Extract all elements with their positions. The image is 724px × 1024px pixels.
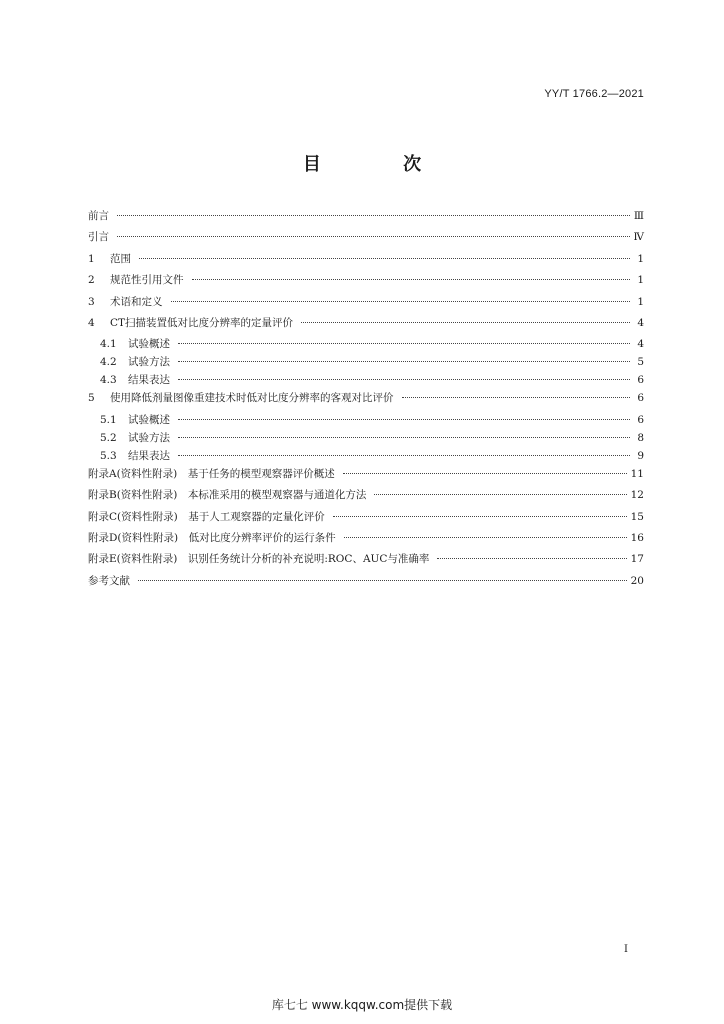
toc-entry-number: 5.3	[100, 449, 117, 462]
toc-entry[interactable]	[88, 466, 644, 487]
toc-entry-page: 4	[637, 338, 644, 351]
toc-entry-label: 附录E(资料性附录) 识别任务统计分析的补充说明:ROC、AUC与准确率	[88, 553, 430, 566]
toc-leader-dots	[301, 322, 630, 323]
toc-entry-number: 2	[88, 274, 95, 287]
toc-entry[interactable]	[88, 354, 644, 372]
toc-entry-label: 术语和定义	[110, 295, 163, 308]
toc-entry-number: 3	[88, 295, 95, 308]
toc-entry-page: 15	[630, 510, 644, 523]
toc-entry-page: 8	[637, 431, 644, 444]
toc-leader-dots	[374, 494, 626, 495]
toc-entry[interactable]	[88, 229, 644, 250]
toc-entry[interactable]	[88, 208, 644, 229]
toc-entry-label: 试验方法	[128, 431, 170, 444]
toc-entry-label: 引言	[88, 231, 109, 244]
toc-leader-dots	[402, 397, 631, 398]
toc-entry-label: 附录C(资料性附录) 基于人工观察器的定量化评价	[88, 510, 325, 523]
toc-leader-dots	[117, 236, 630, 237]
toc-entry[interactable]	[88, 336, 644, 354]
toc-entry-label: 试验概述	[128, 413, 170, 426]
toc-entry-label: 使用降低剂量图像重建技术时低对比度分辨率的客观对比评价	[110, 392, 394, 405]
toc-entry-page: Ⅲ	[633, 210, 644, 222]
toc-entry-page: 4	[637, 316, 644, 329]
toc-entry[interactable]	[88, 430, 644, 448]
toc-entry[interactable]	[88, 573, 644, 594]
toc-entry-number: 4.3	[100, 374, 117, 387]
toc-entry-label: 前言	[88, 210, 109, 222]
toc-leader-dots	[178, 437, 630, 438]
toc-entry-page: 1	[637, 252, 644, 265]
toc-entry[interactable]	[88, 530, 644, 551]
toc-entry-page: 11	[630, 467, 644, 480]
toc-entry-label: 试验概述	[128, 338, 170, 351]
toc-entry-number: 1	[88, 252, 95, 265]
toc-leader-dots	[178, 361, 630, 362]
toc-leader-dots	[138, 580, 627, 581]
toc-list	[88, 208, 644, 594]
toc-leader-dots	[178, 379, 630, 380]
toc-entry[interactable]	[88, 272, 644, 293]
toc-entry[interactable]	[88, 487, 644, 508]
toc-entry-label: CT扫描装置低对比度分辨率的定量评价	[110, 316, 294, 329]
toc-entry-page: 1	[637, 295, 644, 308]
toc-entry[interactable]	[88, 412, 644, 430]
toc-entry-label: 规范性引用文件	[110, 274, 184, 287]
toc-entry[interactable]	[88, 551, 644, 572]
toc-entry-page: 6	[637, 392, 644, 405]
page-title: 目 次	[302, 154, 460, 175]
toc-leader-dots	[333, 516, 627, 517]
toc-entry-label: 附录A(资料性附录) 基于任务的模型观察器评价概述	[88, 467, 335, 480]
toc-entry-label: 结果表达	[128, 449, 170, 462]
page-number: I	[624, 944, 628, 955]
toc-leader-dots	[192, 279, 631, 280]
toc-entry-number: 4.1	[100, 338, 117, 351]
toc-entry-page: 17	[630, 553, 644, 566]
toc-entry-number: 4	[88, 316, 95, 329]
toc-entry[interactable]	[88, 448, 644, 466]
toc-entry-page: 16	[630, 531, 644, 544]
doc-code: YY/T 1766.2—2021	[544, 88, 644, 100]
toc-leader-dots	[178, 343, 630, 344]
toc-entry-page: Ⅳ	[633, 231, 644, 244]
toc-entry-page: 1	[637, 274, 644, 287]
toc-leader-dots	[117, 215, 630, 216]
toc-entry-label: 范围	[110, 252, 131, 265]
toc-entry-number: 5	[88, 392, 95, 405]
footer-text: 库七七 www.kqqw.com提供下载	[271, 998, 453, 1012]
toc-entry-label: 参考文献	[88, 574, 130, 587]
toc-entry[interactable]	[88, 509, 644, 530]
toc-entry-label: 附录B(资料性附录) 本标准采用的模型观察器与通道化方法	[88, 489, 367, 502]
toc-entry-page: 12	[630, 489, 644, 502]
toc-entry[interactable]	[88, 251, 644, 272]
toc-entry[interactable]	[88, 294, 644, 315]
toc-leader-dots	[437, 558, 626, 559]
toc-entry-page: 6	[637, 413, 644, 426]
toc-entry-number: 5.1	[100, 413, 117, 426]
toc-leader-dots	[178, 455, 630, 456]
toc-entry-label: 试验方法	[128, 356, 170, 369]
toc-entry-page: 5	[637, 356, 644, 369]
toc-leader-dots	[171, 301, 631, 302]
toc-entry-number: 4.2	[100, 356, 117, 369]
toc-leader-dots	[178, 419, 630, 420]
toc-entry-label: 附录D(资料性附录) 低对比度分辨率评价的运行条件	[88, 531, 336, 544]
toc-leader-dots	[343, 473, 627, 474]
toc-leader-dots	[344, 537, 627, 538]
toc-entry-number: 5.2	[100, 431, 117, 444]
toc-entry-label: 结果表达	[128, 374, 170, 387]
toc-entry[interactable]	[88, 372, 644, 390]
toc-entry[interactable]	[88, 315, 644, 336]
toc-entry-page: 20	[630, 574, 644, 587]
toc-entry-page: 6	[637, 374, 644, 387]
toc-leader-dots	[139, 258, 630, 259]
toc-entry-page: 9	[637, 449, 644, 462]
toc-entry[interactable]	[88, 390, 644, 411]
